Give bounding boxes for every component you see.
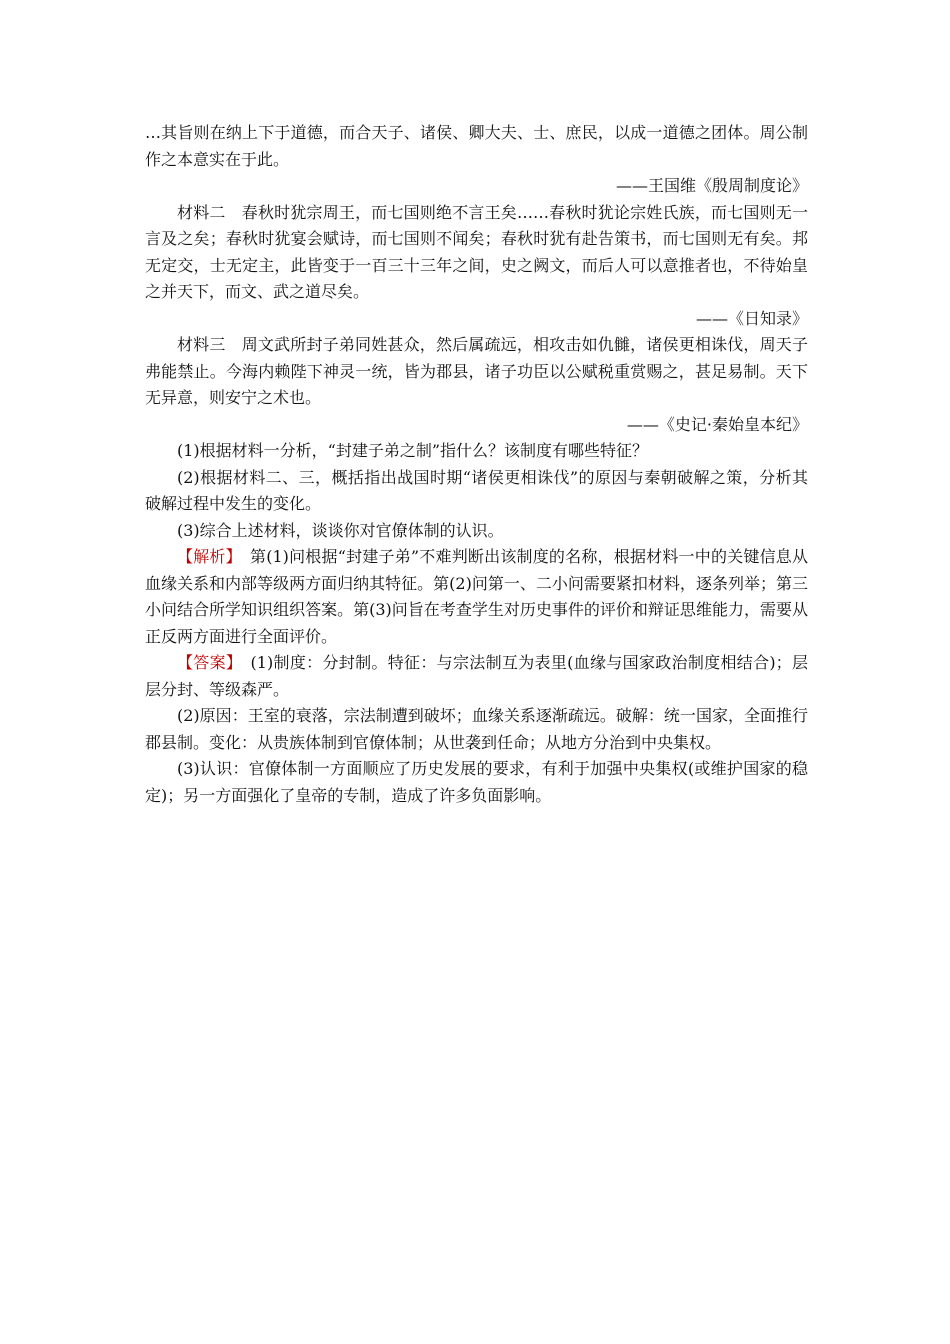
material-three-text: 材料三 周文武所封子弟同姓甚众，然后属疏远，相攻击如仇雠，诸侯更相诛伐，周天子弗能禁止。今海内赖陛下神灵一统，皆为郡县，诸子功臣以公赋税重赏赐之，甚足易制。天下无异意，则安宁之术也。 — [145, 335, 808, 407]
question-1: (1)根据材料一分析，“封建子弟之制”指什么？该制度有哪些特征？ — [177, 441, 649, 460]
material-two-text: 材料二 春秋时犹宗周王，而七国则绝不言王矣……春秋时犹论宗姓氏族，而七国则无一言及之矣；春秋时犹宴会赋诗，而七国则不闻矣；春秋时犹有赴告策书，而七国则无有矣。邦无定交，士无定主，此皆变于一百三十三年之间，史之阙文，而后人可以意推者也，不待始皇之并天下，而文、武之道尽矣。 — [145, 202, 808, 301]
material-two-source: ——《日知录》 — [695, 308, 808, 328]
answer-label: 【答案】 — [177, 653, 235, 672]
material-three-source: ——《史记·秦始皇本纪》 — [626, 414, 808, 434]
analysis-label: 【解析】 — [177, 547, 234, 566]
answer-part-1: (1)制度：分封制。特征：与宗法制互为表里(血缘与国家政治制度相结合)；层层分封、等级森严。 — [145, 653, 808, 699]
answer-part-3: (3)认识：官僚体制一方面顺应了历史发展的要求，有利于加强中央集权(或维护国家的稳定)；另一方面强化了皇帝的专制，造成了许多负面影响。 — [145, 759, 808, 805]
question-2: (2)根据材料二、三，概括指出战国时期“诸侯更相诛伐”的原因与秦朝破解之策，分析其破解过程中发生的变化。 — [145, 467, 808, 513]
document-page — [145, 120, 808, 809]
answer-part-2: (2)原因：王室的衰落，宗法制遭到破坏；血缘关系逐渐疏远。破解：统一国家，全面推行郡县制。变化：从贵族体制到官僚体制；从世袭到任命；从地方分治到中央集权。 — [145, 706, 808, 752]
answer-paragraph-1 — [145, 650, 808, 703]
analysis-paragraph — [145, 544, 808, 650]
material-one-tail: …其旨则在纳上下于道德，而合天子、诸侯、卿大夫、士、庶民，以成一道德之团体。周公制作之本意实在于此。 — [145, 123, 808, 169]
material-one-source: ——王国维《殷周制度论》 — [615, 176, 808, 195]
analysis-text: 第(1)问根据“封建子弟”不难判断出该制度的名称，根据材料一中的关键信息从血缘关系和内部等级两方面归纳其特征。第(2)问第一、二小问需要紧扣材料，逐条列举；第三小问结合所学知识组织答案。第(3)问旨在考查学生对历史事件的评价和辩证思维能力，需要从正反两方面进行全面评价。 — [145, 547, 808, 646]
question-3: (3)综合上述材料，谈谈你对官僚体制的认识。 — [177, 520, 504, 540]
